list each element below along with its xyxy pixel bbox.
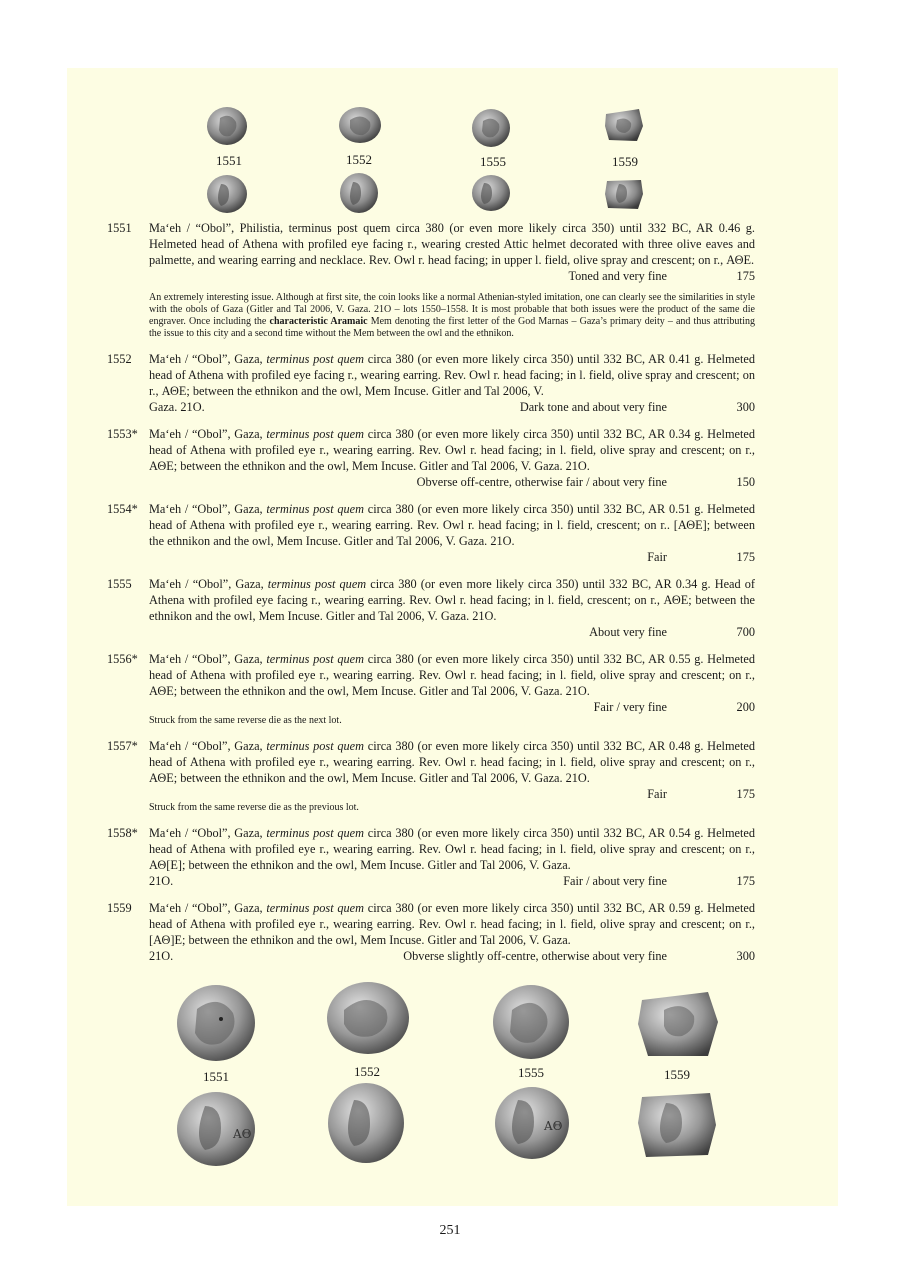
lot-list: [107, 220, 755, 975]
lot-1551: [107, 220, 755, 340]
coin-1555-obverse-small: [471, 108, 511, 148]
lot-description: Ma‘eh / “Obol”, Gaza, terminus post quem circa 380 (or even more likely circa 350) until 332 BC, AR 0.59 g. Helmeted head of Athena with profiled eye r., wearing earring. Rev. Owl r. head facing; in l. field, olive spray and crescent; on r., [ΑΘ]Ε; between the ethnikon and the owl, Mem Incuse. Gitler and Tal 2006, V. Gaza.: [149, 901, 755, 947]
coin-1555-reverse-large: [494, 1086, 570, 1160]
coin-1552-reverse-small: [339, 172, 379, 214]
lot-grade: Fair: [647, 787, 667, 801]
small-label-1555: 1555: [480, 154, 506, 169]
lot-grade: Dark tone and about very fine: [519, 400, 667, 414]
lot-estimate: 200: [736, 700, 755, 714]
lot-description: Ma‘eh / “Obol”, Gaza, terminus post quem circa 380 (or even more likely circa 350) until 332 BC, AR 0.55 g. Helmeted head of Athena with profiled eye r., wearing earring. Rev. Owl r. head facing; in l. field, olive spray and crescent; on r., ΑΘΕ; between the ethnikon and the owl, Mem Incuse. Gitler and Tal 2006, V. Gaza. 21O.: [149, 652, 755, 698]
lot-number: 1554*: [107, 502, 138, 516]
coin-1559-obverse-large: [636, 988, 720, 1060]
lot-estimate: 150: [736, 475, 755, 489]
lot-number: 1551: [107, 221, 132, 235]
lot-description: Ma‘eh / “Obol”, Gaza, terminus post quem circa 380 (or even more likely circa 350) until 332 BC, AR 0.54 g. Helmeted head of Athena with profiled eye r., wearing earring. Rev. Owl r. head facing; in l. field, olive spray and crescent; on r., ΑΘ[Ε]; between the ethnikon and the owl, Mem Incuse. Gitler and Tal 2006, V. Gaza.: [149, 826, 755, 872]
lot-estimate: 175: [736, 874, 755, 888]
lot-estimate: 175: [736, 787, 755, 801]
lot-1552: [107, 351, 755, 415]
lot-1558: [107, 825, 755, 889]
lot-number: 1557*: [107, 739, 138, 753]
lot-note: An extremely interesting issue. Although at first site, the coin looks like a normal Athenian-styled imitation, one can clearly see the similarities in style with the obols of Gaza (Gitler and Tal 2006, V. Gaza. 21O – lots 1550–1558. It is most probable that both issues were the product of the same die engraver. Once including the characteristic Aramaic Mem denoting the first letter of the God Marnas – Gaza’s primary deity – and thus attributing the issue to this city and a second time without the Mem between the owl and the ethnikon.: [149, 292, 755, 339]
lot-grade: Fair / very fine: [593, 700, 667, 714]
lot-grade: Fair / about very fine: [563, 874, 667, 888]
lot-number: 1555: [107, 577, 132, 591]
large-label-1551: 1551: [203, 1069, 229, 1084]
coin-1559-obverse-small: [603, 106, 645, 144]
lot-1555: [107, 576, 755, 640]
coin-1555-obverse-large: [492, 984, 570, 1060]
large-label-1552: 1552: [354, 1064, 380, 1079]
coin-1555-reverse-small: [471, 174, 511, 212]
large-label-1559: 1559: [664, 1067, 690, 1082]
lot-description: Ma‘eh / “Obol”, Gaza, terminus post quem circa 380 (or even more likely circa 350) until 332 BC, AR 0.41 g. Helmeted head of Athena with profiled eye facing r., wearing earring. Rev. Owl r. head facing; in l. field, olive spray and crescent; on r., ΑΘΕ; between the ethnikon and the owl, Mem Incuse. Gitler and Tal 2006, V.: [149, 352, 755, 398]
lot-description-end: 21O.: [149, 874, 174, 888]
small-label-1552: 1552: [346, 152, 372, 167]
coin-1551-reverse-small: [206, 174, 248, 214]
lot-description: Ma‘eh / “Obol”, Gaza, terminus post quem circa 380 (or even more likely circa 350) until 332 BC, AR 0.48 g. Helmeted head of Athena with profiled eye r., wearing earring. Rev. Owl r. head facing; in l. field, olive spray and crescent; on r., ΑΘΕ; between the ethnikon and the owl, Mem Incuse. Gitler and Tal 2006, V. Gaza. 21O.: [149, 739, 755, 785]
coin-1551-obverse-large: [175, 983, 257, 1063]
small-label-1551: 1551: [216, 153, 242, 168]
lot-number: 1553*: [107, 427, 138, 441]
coin-1552-reverse-large: [326, 1082, 406, 1164]
lot-1553: [107, 426, 755, 490]
lot-grade: About very fine: [589, 625, 667, 639]
coin-1552-obverse-large: [326, 980, 410, 1056]
lot-description: Ma‘eh / “Obol”, Gaza, terminus post quem circa 380 (or even more likely circa 350) until 332 BC, AR 0.34 g. Head of Athena with profiled eye facing r., wearing earring. Rev. Owl r. head facing; in l. field, crescent; on r., ΑΘΕ; between the ethnikon and the owl, Mem Incuse. Gitler and Tal 2006, V. Gaza. 21O.: [149, 577, 755, 623]
coin-1551-reverse-large: [175, 1090, 257, 1168]
lot-note: Struck from the same reverse die as the next lot.: [149, 715, 342, 726]
lot-grade: Toned and very fine: [568, 269, 667, 283]
lot-estimate: 700: [736, 625, 755, 639]
lot-number: 1558*: [107, 826, 138, 840]
small-label-1559: 1559: [612, 154, 638, 169]
large-label-1555: 1555: [518, 1065, 544, 1080]
lot-description-end: 21O.: [149, 949, 174, 963]
lot-description: Ma‘eh / “Obol”, Philistia, terminus post quem circa 380 (or even more likely circa 350) until 332 BC, AR 0.46 g. Helmeted head of Athena with profiled eye facing r., wearing crested Attic helmet decorated with three olive eaves and palmette, and wearing earring and necklace. Rev. Owl r. head facing; in upper l. field, olive spray and crescent; on r., ΑΘΕ.: [149, 221, 755, 267]
page-number: 251: [439, 1223, 461, 1238]
lot-1559: [107, 900, 755, 964]
lot-1554: [107, 501, 755, 565]
coin-1551-obverse-small: [206, 106, 248, 146]
lot-1557: [107, 738, 755, 814]
coin-1559-reverse-small: [603, 176, 645, 212]
svg-text:ΑΘ: ΑΘ: [544, 1119, 563, 1133]
coin-1559-reverse-large: [636, 1089, 718, 1161]
lot-grade: Obverse slightly off-centre, otherwise about very fine: [403, 949, 667, 963]
lot-description-end: Gaza. 21O.: [149, 400, 205, 414]
lot-1556: [107, 651, 755, 727]
lot-estimate: 175: [736, 269, 755, 283]
lot-number: 1556*: [107, 652, 138, 666]
lot-estimate: 300: [736, 949, 755, 963]
lot-note: Struck from the same reverse die as the previous lot.: [149, 802, 359, 813]
lot-grade: Fair: [647, 550, 667, 564]
lot-description: Ma‘eh / “Obol”, Gaza, terminus post quem circa 380 (or even more likely circa 350) until 332 BC, AR 0.34 g. Helmeted head of Athena with profiled eye r., wearing earring. Rev. Owl r. head facing; in l. field, olive spray and crescent; on r., ΑΘΕ; between the ethnikon and the owl, Mem Incuse. Gitler and Tal 2006, V. Gaza. 21O.: [149, 427, 755, 473]
lot-estimate: 175: [736, 550, 755, 564]
lot-description: Ma‘eh / “Obol”, Gaza, terminus post quem circa 380 (or even more likely circa 350) until 332 BC, AR 0.51 g. Helmeted head of Athena with profiled eye r., wearing earring. Rev. Owl r. head facing; in l. field, crescent; on r.. [ΑΘΕ]; between the ethnikon and the owl, Mem Incuse. Gitler and Tal 2006, V. Gaza. 21O.: [149, 502, 755, 548]
lot-estimate: 300: [736, 400, 755, 414]
lot-number: 1552: [107, 352, 132, 366]
lot-number: 1559: [107, 901, 132, 915]
lot-grade: Obverse off-centre, otherwise fair / about very fine: [416, 475, 667, 489]
svg-text:ΑΘ: ΑΘ: [233, 1127, 252, 1141]
coin-1552-obverse-small: [338, 106, 382, 144]
catalogue-panel: [67, 68, 838, 1206]
